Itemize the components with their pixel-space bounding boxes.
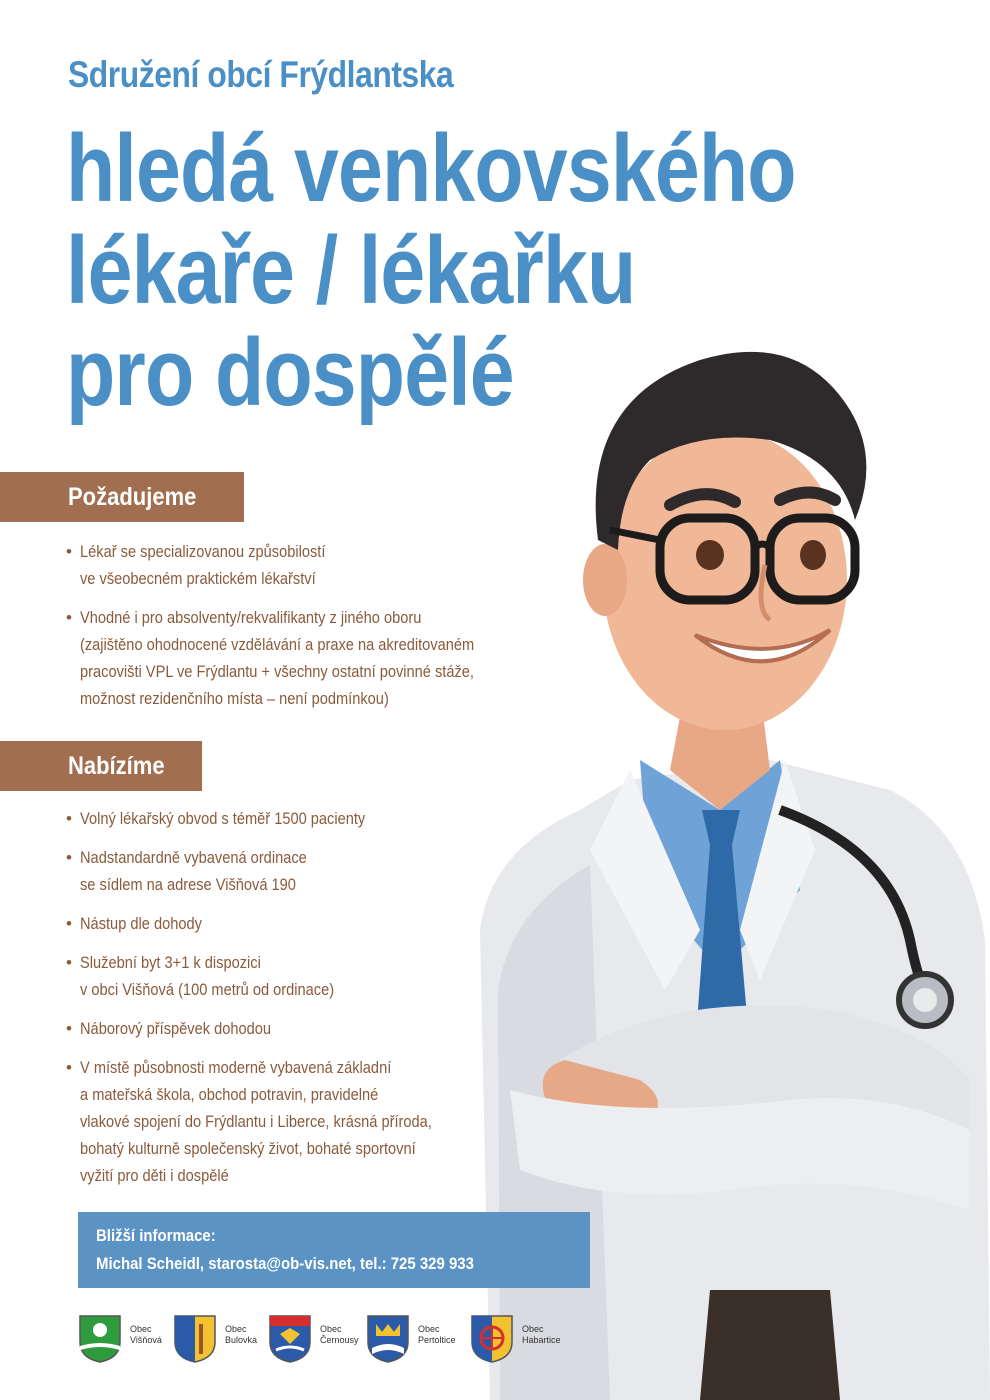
logo-pertoltice: [366, 1312, 461, 1366]
coat-of-arms-icon: [173, 1314, 217, 1364]
list-item: • Volný lékařský obvod s téměř 1500 pacienty: [66, 805, 586, 832]
list-item: • Vhodné i pro absolventy/rekvalifikanty z jiného oboru (zajištěno ohodnocené vzdělávání a praxe na akreditovaném pracovišti VPL ve Frýdlantu + všechny ostatní povinné stáže, možnost rezidenčního místa – není podmínkou): [66, 604, 586, 712]
contact-details: Michal Scheidl, starosta@ob-vis.net, tel.: 725 329 933: [96, 1254, 474, 1273]
logo-label: Obec Višňová: [130, 1324, 162, 1345]
headline-line: pro dospělé: [66, 319, 514, 426]
list-item: • Služební byt 3+1 k dispozici v obci Višňová (100 metrů od ordinace): [66, 949, 586, 1003]
list-item: • Lékař se specializovanou způsobilostí ve všeobecném praktickém lékařství: [66, 538, 586, 592]
offer-list: [66, 805, 586, 1201]
subtitle: Sdružení obcí Frýdlantska: [68, 54, 454, 95]
requirements-heading: Požadujeme: [0, 472, 244, 522]
list-item: • Nástup dle dohody: [66, 910, 586, 937]
requirements-list: [66, 538, 586, 724]
contact-box: [78, 1212, 590, 1288]
logo-label: Obec Bulovka: [225, 1324, 258, 1345]
list-item: • Nadstandardně vybavená ordinace se sídlem na adrese Višňová 190: [66, 844, 586, 898]
contact-label: Bližší informace:: [96, 1226, 216, 1245]
logo-visnova: [78, 1312, 173, 1366]
offer-heading: Nabízíme: [0, 741, 202, 791]
coat-of-arms-icon: [268, 1314, 312, 1364]
municipality-logos: [78, 1312, 598, 1366]
logo-label: Obec Černousy: [320, 1324, 359, 1345]
headline-line: lékaře / lékařku: [66, 217, 636, 324]
logo-bulovka: [173, 1312, 268, 1366]
list-item: • V místě působnosti moderně vybavená základní a mateřská škola, obchod potravin, pravidelné vlakové spojení do Frýdlantu i Liberce, krásná příroda, bohatý kulturně společenský život, bohaté sportovní vyžití pro děti i dospělé: [66, 1054, 586, 1189]
logo-label: Obec Pertoltice: [418, 1324, 456, 1345]
logo-label: Obec Habartice: [522, 1324, 561, 1345]
logo-cernousy: [268, 1312, 363, 1366]
coat-of-arms-icon: [470, 1314, 514, 1364]
headline-line: hledá venkovského: [66, 115, 796, 222]
logo-habartice: [470, 1312, 565, 1366]
list-item: • Náborový příspěvek dohodou: [66, 1015, 586, 1042]
coat-of-arms-icon: [366, 1314, 410, 1364]
coat-of-arms-icon: [78, 1314, 122, 1364]
